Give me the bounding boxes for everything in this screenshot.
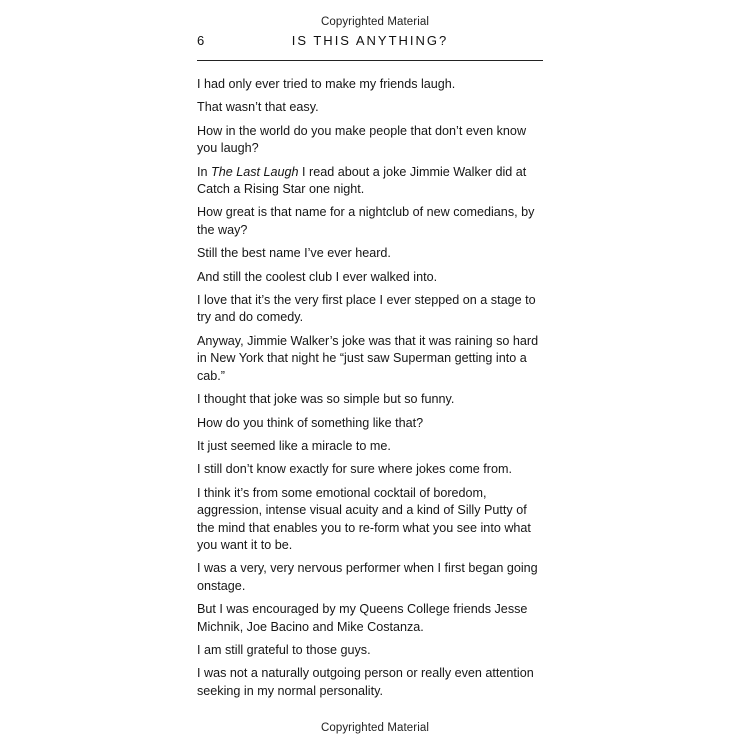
paragraph xyxy=(197,164,547,199)
paragraph-prefix: In xyxy=(197,164,212,179)
paragraph: I was a very, very nervous performer when I first began going onstage. xyxy=(197,561,538,593)
paragraph-suffix: I read about a joke Jimmie Walker did at Catch a Rising Star one night. xyxy=(197,164,527,197)
paragraph: I still don’t know exactly for sure where jokes come from. xyxy=(197,462,512,477)
paragraph: And still the coolest club I ever walked into. xyxy=(197,269,438,284)
body-text xyxy=(197,76,547,706)
paragraph: How in the world do you make people that don’t even know you laugh? xyxy=(197,123,527,156)
paragraph: How do you think of something like that? xyxy=(197,415,424,430)
running-title: IS THIS ANYTHING? xyxy=(291,33,449,48)
paragraph: But I was encouraged by my Queens College friends Jesse Michnik, Joe Bacino and Mike Costanza. xyxy=(197,602,528,634)
copyright-notice-bottom: Copyrighted Material xyxy=(320,722,430,734)
paragraph: Anyway, Jimmie Walker’s joke was that it was raining so hard in New York that night he “just saw Superman getting into a cab.” xyxy=(197,333,539,383)
paragraph: I love that it’s the very first place I ever stepped on a stage to try and do comedy. xyxy=(197,293,536,325)
running-head xyxy=(197,33,543,53)
paragraph: I was not a naturally outgoing person or really even attention seeking in my normal personality. xyxy=(197,666,534,698)
paragraph: It just seemed like a miracle to me. xyxy=(197,438,391,453)
paragraph: I am still grateful to those guys. xyxy=(197,642,371,657)
book-title: The Last Laugh xyxy=(211,164,299,179)
page-number: 6 xyxy=(197,33,205,48)
paragraph: How great is that name for a nightclub of new comedians, by the way? xyxy=(197,205,535,237)
paragraph: Still the best name I’ve ever heard. xyxy=(197,246,391,261)
paragraph: I had only ever tried to make my friends laugh. xyxy=(197,77,456,91)
copyright-notice-top: Copyrighted Material xyxy=(320,16,430,28)
header-rule xyxy=(197,60,543,61)
paragraph: I think it’s from some emotional cocktail of boredom, aggression, intense visual acuity and a kind of Silly Putty of the mind that enables you to re-form what you see into what you want it to be. xyxy=(197,485,531,552)
paragraph: I thought that joke was so simple but so funny. xyxy=(197,392,455,407)
paragraph: That wasn’t that easy. xyxy=(197,100,319,115)
